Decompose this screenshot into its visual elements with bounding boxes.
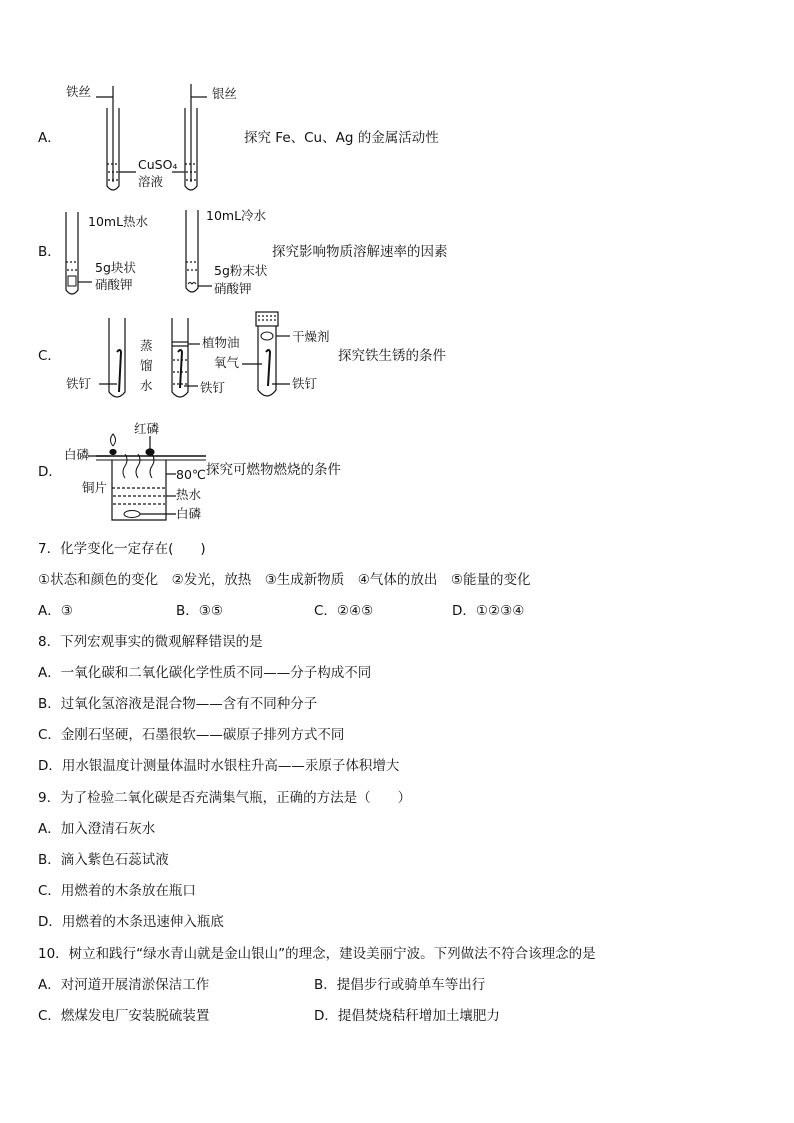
iron-wire-label: 铁丝	[66, 84, 92, 99]
q10-stem: 10．树立和践行“绿水青山就是金山银山”的理念，建设美丽宁波。下列做法不符合该理念的是	[38, 946, 596, 962]
q7-option-b: B．③⑤	[176, 603, 223, 619]
distilled-water-3: 水	[140, 378, 153, 393]
figure-c	[99, 312, 290, 397]
oxygen-label: 氧气	[214, 355, 240, 370]
copper-sheet-label: 铜片	[82, 480, 108, 495]
white-phosphorus-label-2: 白磷	[176, 506, 202, 521]
q9-option-b: B．滴入紫色石蕊试液	[38, 852, 169, 868]
q9-option-c: C．用燃着的木条放在瓶口	[38, 883, 196, 899]
q10-option-b: B．提倡步行或骑单车等出行	[314, 977, 486, 993]
white-phosphorus-label: 白磷	[64, 447, 90, 462]
temperature-label: 80℃	[176, 467, 206, 482]
cold-water-label: 10mL冷水	[206, 208, 267, 223]
distilled-water-1: 蒸	[140, 338, 153, 353]
q9-stem: 9．为了检验二氧化碳是否充满集气瓶，正确的方法是（ ）	[38, 790, 412, 806]
cuso4-label-2: 溶液	[138, 174, 164, 189]
q9-option-a: A．加入澄清石灰水	[38, 821, 156, 837]
q7-items: ①状态和颜色的变化 ②发光，放热 ③生成新物质 ④气体的放出 ⑤能量的变化	[38, 572, 531, 588]
silver-wire-label: 银丝	[212, 86, 238, 101]
q8-option-a: A．一氧化碳和二氧化碳化学性质不同——分子构成不同	[38, 665, 372, 681]
lump-kno3-label: 5g块状	[95, 260, 136, 275]
q8-option-b: B．过氧化氢溶液是混合物——含有不同种分子	[38, 696, 318, 712]
nail-label-2: 铁钉	[200, 380, 226, 395]
q7-stem: 7．化学变化一定存在( )	[38, 541, 206, 557]
cuso4-label: CuSO₄	[138, 157, 178, 172]
q10-option-c: C．燃煤发电厂安装脱硫装置	[38, 1008, 210, 1024]
option-b-desc: 探究影响物质溶解速率的因素	[272, 244, 448, 260]
powder-kno3-label: 5g粉末状	[214, 263, 268, 278]
nail-label-3: 铁钉	[292, 376, 318, 391]
hot-water-label-d: 热水	[176, 487, 202, 502]
option-d-desc: 探究可燃物燃烧的条件	[206, 462, 341, 478]
q8-option-c: C．金刚石坚硬，石墨很软——碳原子排列方式不同	[38, 727, 345, 743]
q7-option-c: C．②④⑤	[314, 603, 374, 619]
option-c-letter: C．	[38, 348, 61, 364]
lump-kno3-label-2: 硝酸钾	[95, 277, 133, 292]
q7-option-d: D．①②③④	[452, 603, 525, 619]
hot-water-label: 10mL热水	[88, 214, 149, 229]
option-a-letter: A．	[38, 130, 61, 146]
powder-kno3-label-2: 硝酸钾	[214, 281, 252, 296]
q10-option-a: A．对河道开展清淤保洁工作	[38, 977, 210, 993]
option-c-desc: 探究铁生锈的条件	[338, 348, 446, 364]
desiccant-label: 干燥剂	[292, 329, 330, 344]
q10-option-d: D．提倡焚烧秸秆增加土壤肥力	[314, 1008, 500, 1024]
q8-option-d: D．用水银温度计测量体温时水银柱升高——汞原子体积增大	[38, 758, 400, 774]
nail-label-1: 铁钉	[66, 376, 92, 391]
vegetable-oil-label: 植物油	[202, 335, 240, 350]
q8-stem: 8．下列宏观事实的微观解释错误的是	[38, 634, 263, 650]
option-d-letter: D．	[38, 464, 62, 480]
q9-option-d: D．用燃着的木条迅速伸入瓶底	[38, 914, 224, 930]
red-phosphorus-label: 红磷	[134, 421, 160, 436]
q7-option-a: A．③	[38, 603, 73, 619]
option-a-desc: 探究 Fe、Cu、Ag 的金属活动性	[244, 130, 439, 146]
distilled-water-2: 馏	[140, 358, 153, 373]
option-b-letter: B．	[38, 244, 61, 260]
